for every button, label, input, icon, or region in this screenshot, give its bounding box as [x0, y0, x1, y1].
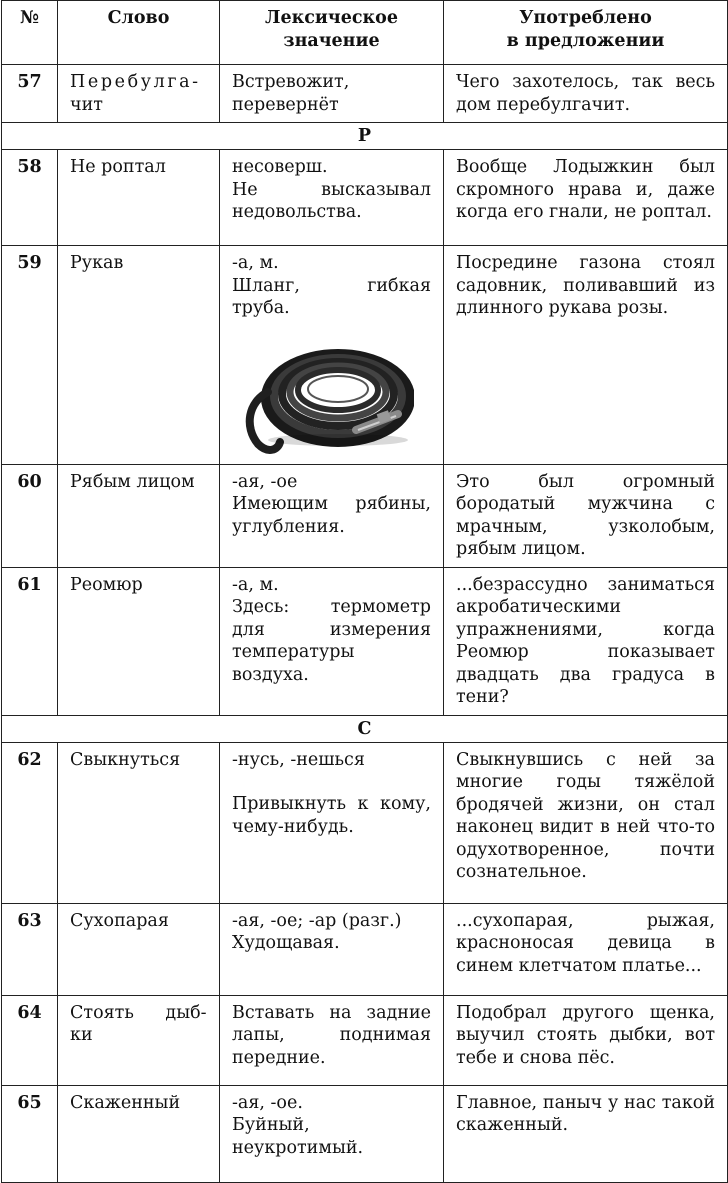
row-number: 65 [2, 1085, 58, 1182]
table-row [2, 464, 728, 567]
row-number: 58 [2, 150, 58, 246]
meaning-text: Привыкнуть к кому, чему-нибудь. [232, 794, 431, 837]
table-row [2, 567, 728, 715]
usage-cell: ...безрассудно заниматься акробатическими упражнениями, когда Реомюр показывает двадцать два градуса в тени? [444, 567, 728, 715]
vocabulary-table [1, 0, 728, 1183]
meaning-cell [220, 464, 444, 567]
row-number: 63 [2, 903, 58, 995]
row-number: 59 [2, 246, 58, 465]
table-row [2, 246, 728, 465]
word-cell: Перебулга- чит [58, 65, 220, 123]
letter-divider [2, 715, 728, 742]
usage-cell: Вообще Лодыжкин был скромного нрава и, даже когда его гнали, не роптал. [444, 150, 728, 246]
word-cell: Реомюр [58, 567, 220, 715]
row-number: 57 [2, 65, 58, 123]
row-number: 60 [2, 464, 58, 567]
meaning-cell: Встревожит, перевернёт [220, 65, 444, 123]
grammar-note: -ая, -ое. [232, 1092, 303, 1113]
header-meaning: Лексическое значение [220, 1, 444, 65]
table-row [2, 150, 728, 246]
table-row [2, 1085, 728, 1182]
header-word: Слово [58, 1, 220, 65]
letter-divider [2, 123, 728, 150]
header-num: № [2, 1, 58, 65]
meaning-cell [220, 150, 444, 246]
row-number: 61 [2, 567, 58, 715]
usage-cell: Главное, паныч у нас такой скаженный. [444, 1085, 728, 1182]
word-cell: Сухопарая [58, 903, 220, 995]
usage-cell: Это был огромный бородатый мужчина с мрачным, узколобым, рябым лицом. [444, 464, 728, 567]
grammar-note: -ая, -ое [232, 471, 298, 492]
grammar-note: несоверш. [232, 157, 328, 177]
grammar-note: -а, м. [232, 574, 279, 595]
meaning-cell [220, 1085, 444, 1182]
meaning-cell [220, 742, 444, 903]
meaning-text: Не высказывал недовольства. [232, 179, 431, 222]
row-number: 64 [2, 995, 58, 1085]
header-row [2, 1, 728, 65]
garden-hose-icon [238, 332, 414, 458]
usage-cell: ...сухопарая, рыжая, красноносая девица в синем клетчатом платье... [444, 903, 728, 995]
word-cell: Свыкнуться [58, 742, 220, 903]
meaning-cell [220, 246, 444, 465]
meaning-cell [220, 903, 444, 995]
meaning-cell [220, 567, 444, 715]
meaning-cell: Вставать на задние лапы, поднимая передние. [220, 995, 444, 1085]
meaning-text: Имеющим рябины, углубления. [232, 494, 431, 537]
row-number: 62 [2, 742, 58, 903]
word-cell: Стоять дыб- ки [58, 995, 220, 1085]
header-usage: Употреблено в предложении [444, 1, 728, 65]
letter-heading: С [2, 715, 728, 742]
table-row [2, 65, 728, 123]
table-row [2, 995, 728, 1085]
meaning-text: Здесь: термометр для измерения температуры воздуха. [232, 597, 431, 685]
word-cell: Рябым лицом [58, 464, 220, 567]
meaning-text: Шланг, гибкая труба. [232, 275, 431, 318]
grammar-note: -ая, -ое; -ар (разг.) [232, 910, 402, 931]
meaning-text: Худощавая. [232, 933, 340, 953]
usage-cell: Подобрал другого щенка, выучил стоять дыбки, вот тебе и снова пёс. [444, 995, 728, 1085]
word-cell: Скаженный [58, 1085, 220, 1182]
meaning-text: Буйный, неукротимый. [232, 1115, 364, 1158]
word-cell: Рукав [58, 246, 220, 465]
word-cell: Не роптал [58, 150, 220, 246]
usage-cell: Посредине газона стоял садовник, поливавший из длинного рукава розы. [444, 246, 728, 465]
table-row [2, 742, 728, 903]
letter-heading: Р [2, 123, 728, 150]
usage-cell: Чего захотелось, так весь дом перебулгачит. [444, 65, 728, 123]
table-row [2, 903, 728, 995]
grammar-note: -нусь, -нешься [232, 749, 365, 770]
grammar-note: -а, м. [232, 253, 279, 273]
usage-cell: Свыкнувшись с ней за многие годы тяжёлой бродячей жизни, он стал наконец видит в ней что-то одухотворенное, почти сознательное. [444, 742, 728, 903]
